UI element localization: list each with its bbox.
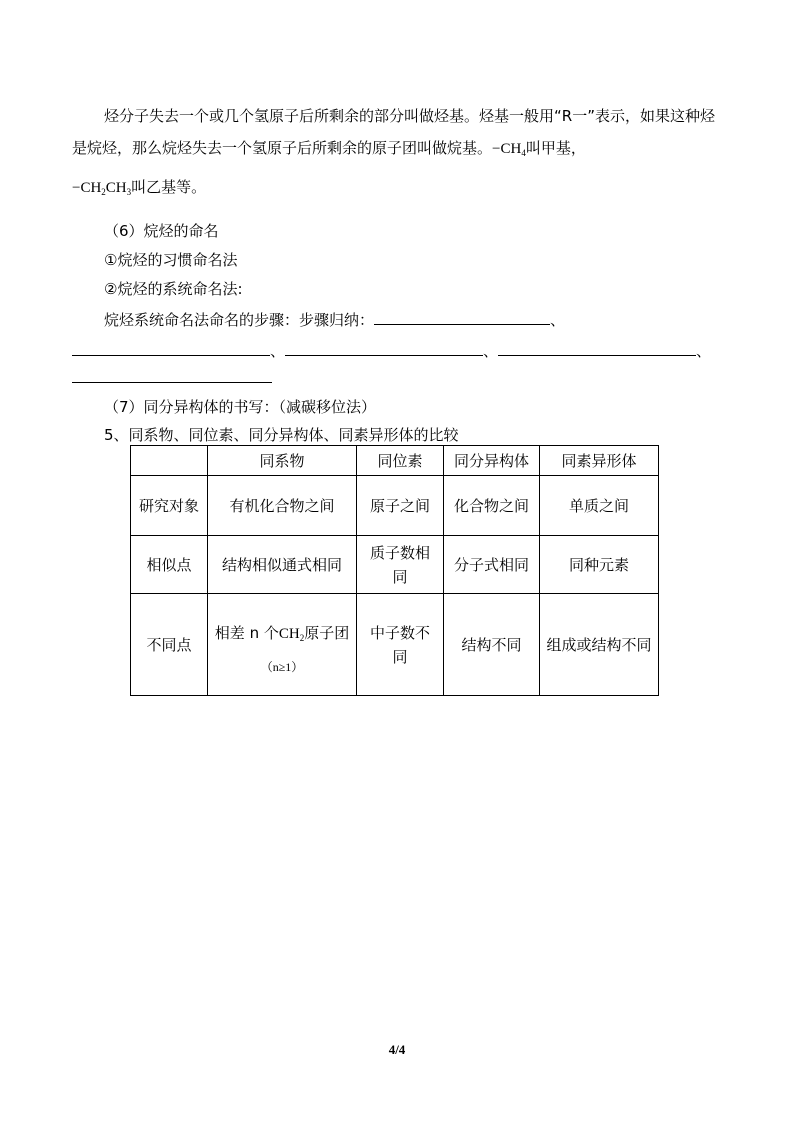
naming-item-common: ①烷烃的习惯命名法 <box>104 251 238 269</box>
row-label: 相似点 <box>131 536 208 594</box>
methyl-formula: $-CH_4$ <box>492 141 526 158</box>
answer-blank-4[interactable] <box>498 341 696 356</box>
table-cell: 化合物之间 <box>444 476 540 536</box>
table-header-cell: 同位素 <box>357 446 444 476</box>
page-number: 4/4 <box>388 1042 406 1057</box>
alkyl-definition-text: 烃分子失去一个或几个氢原子后所剩余的部分叫做烃基。烃基一般用“R一”表示，如果这种烃是烷烃，那么烷烃失去一个氢原子后所剩余的原子团叫做烷基。 <box>72 107 715 157</box>
table-header-cell: 同素异形体 <box>540 446 659 476</box>
separator: 、 <box>270 342 286 360</box>
naming-blank-last-line <box>72 368 272 387</box>
answer-blank-3[interactable] <box>285 341 483 356</box>
table-header-cell: 同系物 <box>208 446 357 476</box>
table-row <box>131 594 659 696</box>
answer-blank-5[interactable] <box>72 368 272 383</box>
table-cell: 同种元素 <box>540 536 659 594</box>
isomer-heading: （7）同分异构体的书写：（减碳移位法） <box>104 398 377 416</box>
ethyl-formula: $-CH_2CH_3$ <box>72 180 132 197</box>
table-header-cell: 同分异构体 <box>444 446 540 476</box>
table-header-row <box>131 446 659 476</box>
table-cell: 单质之间 <box>540 476 659 536</box>
methyl-text: 叫甲基， <box>525 139 586 157</box>
naming-blanks-line <box>72 340 711 361</box>
intro-paragraph <box>72 100 722 169</box>
answer-blank-1[interactable] <box>374 310 550 325</box>
table-cell: 原子之间 <box>357 476 444 536</box>
table-header-cell <box>131 446 208 476</box>
table-cell: 分子式相同 <box>444 536 540 594</box>
table-cell: 组成或结构不同 <box>540 594 659 696</box>
table-row <box>131 476 659 536</box>
table-row <box>131 536 659 594</box>
naming-heading: （6）烷烃的命名 <box>104 222 219 240</box>
separator: 、 <box>483 342 499 360</box>
table-cell: 有机化合物之间 <box>208 476 357 536</box>
table-cell: 结构相似通式相同 <box>208 536 357 594</box>
separator: 、 <box>550 311 566 329</box>
table-cell: 结构不同 <box>444 594 540 696</box>
comparison-heading: 5、同系物、同位素、同分异构体、同素异形体的比较 <box>104 426 459 444</box>
steps-label: 烷烃系统命名法命名的步骤：步骤归纳： <box>104 311 375 329</box>
ethyl-line <box>72 176 206 197</box>
comparison-table <box>130 445 659 696</box>
answer-blank-2[interactable] <box>72 341 270 356</box>
separator: 、 <box>696 342 712 360</box>
row-label: 研究对象 <box>131 476 208 536</box>
n-condition-note: （n≥1） <box>260 660 304 674</box>
ethyl-text: 叫乙基等。 <box>131 178 207 196</box>
table-cell: 中子数不同 <box>357 594 444 696</box>
naming-steps-line <box>104 309 565 330</box>
table-cell-homolog-diff: 相差 n 个$CH_2$原子团 （n≥1） <box>208 594 357 696</box>
naming-item-systematic: ②烷烃的系统命名法: <box>104 280 243 298</box>
table-cell: 质子数相同 <box>357 536 444 594</box>
row-label: 不同点 <box>131 594 208 696</box>
